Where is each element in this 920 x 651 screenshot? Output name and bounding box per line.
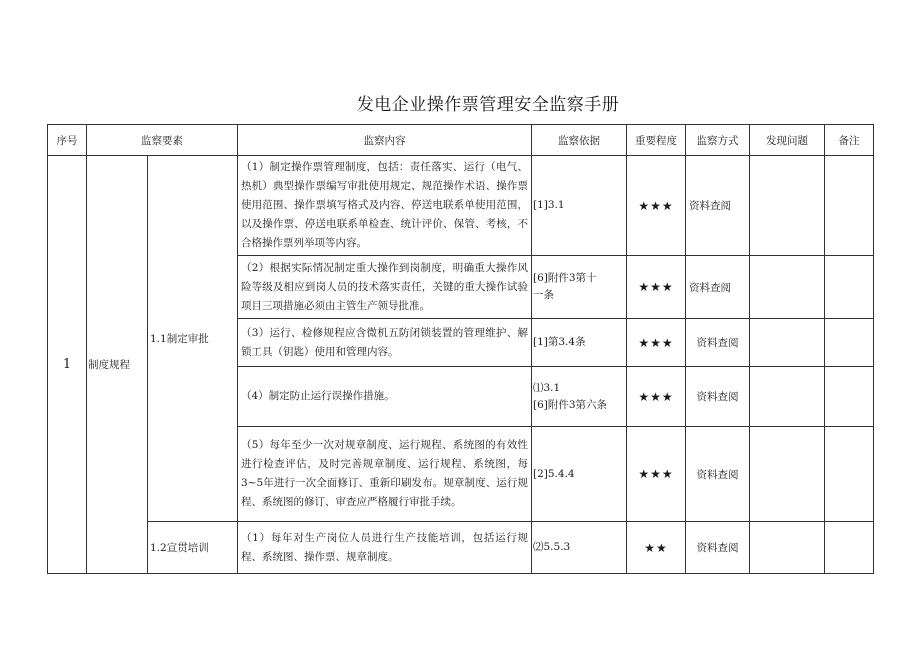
method-cell: 资料查阅 — [686, 522, 750, 574]
table-row — [48, 156, 874, 256]
header-method: 监察方式 — [686, 125, 750, 156]
header-basis: 监察依据 — [532, 125, 627, 156]
basis-cell: ⑵5.5.3 — [532, 522, 627, 574]
content-cell: （2）根据实际情况制定重大操作到岗制度，明确重大操作风险等级及相应到岗人员的技术落实责任，关键的重大操作试验项目三项措施必须由主管生产领导批准。 — [238, 256, 532, 319]
content-cell: （1）制定操作票管理制度，包括：责任落实、运行（电气、热机）典型操作票编写审批使用规定、规范操作术语、操作票使用范围、操作票填写格式及内容、停送电联系单使用范围，以及操作票、停送电联系单检查、统计评价、保管、考核，不合格操作票列举项等内容。 — [238, 156, 532, 256]
header-issues: 发现问题 — [750, 125, 825, 156]
content-cell: （5）每年至少一次对规章制度、运行规程、系统图的有效性进行检查评估，及时完善规章制度、运行规程、系统图，每3~5年进行一次全面修订、重新印刷发布。规章制度、运行规程、系统图的修订、审查应严格履行审批手续。 — [238, 427, 532, 522]
section-name: 制度规程 — [87, 156, 148, 574]
basis-cell: [1]第3.4条 — [532, 319, 627, 367]
remarks-cell[interactable] — [825, 256, 874, 319]
content-cell: （3）运行、检修规程应含微机五防闭锁装置的管理维护、解锁工具（钥匙）使用和管理内容。 — [238, 319, 532, 367]
issues-cell[interactable] — [750, 256, 825, 319]
header-content: 监察内容 — [238, 125, 532, 156]
method-cell: 资料查阅 — [686, 367, 750, 427]
issues-cell[interactable] — [750, 156, 825, 256]
importance-stars: ★★★ — [627, 156, 686, 256]
issues-cell[interactable] — [750, 367, 825, 427]
basis-cell: [1]3.1 — [532, 156, 627, 256]
header-importance: 重要程度 — [627, 125, 686, 156]
basis-cell: [2]5.4.4 — [532, 427, 627, 522]
basis-cell: [6]附件3第十 一条 — [532, 256, 627, 319]
issues-cell[interactable] — [750, 427, 825, 522]
remarks-cell[interactable] — [825, 319, 874, 367]
header-requirement: 监察要素 — [87, 125, 238, 156]
page-title: 发电企业操作票管理安全监察手册 — [356, 95, 620, 115]
supervision-table — [47, 124, 874, 574]
remarks-cell[interactable] — [825, 156, 874, 256]
group-name: 1.2宣贯培训 — [148, 522, 238, 574]
issues-cell[interactable] — [750, 319, 825, 367]
importance-stars: ★★★ — [627, 367, 686, 427]
method-cell: 资料查阅 — [686, 156, 750, 256]
importance-stars: ★★★ — [627, 319, 686, 367]
importance-stars: ★★ — [627, 522, 686, 574]
issues-cell[interactable] — [750, 522, 825, 574]
section-number: 1 — [48, 156, 87, 574]
table-header-row — [48, 125, 874, 156]
content-cell: （1）每年对生产岗位人员进行生产技能培训，包括运行规程、系统图、操作票、规章制度。 — [238, 522, 532, 574]
method-cell: 资料查阅 — [686, 319, 750, 367]
importance-stars: ★★★ — [627, 256, 686, 319]
group-name: 1.1制定审批 — [148, 156, 238, 522]
method-cell: 资料查阅 — [686, 427, 750, 522]
table-row — [48, 522, 874, 574]
importance-stars: ★★★ — [627, 427, 686, 522]
header-no: 序号 — [48, 125, 87, 156]
basis-cell: ⑴3.1 [6]附件3第六条 — [532, 367, 627, 427]
remarks-cell[interactable] — [825, 367, 874, 427]
method-cell: 资料查阅 — [686, 256, 750, 319]
content-cell: （4）制定防止运行误操作措施。 — [238, 367, 532, 427]
remarks-cell[interactable] — [825, 427, 874, 522]
remarks-cell[interactable] — [825, 522, 874, 574]
header-remarks: 备注 — [825, 125, 874, 156]
